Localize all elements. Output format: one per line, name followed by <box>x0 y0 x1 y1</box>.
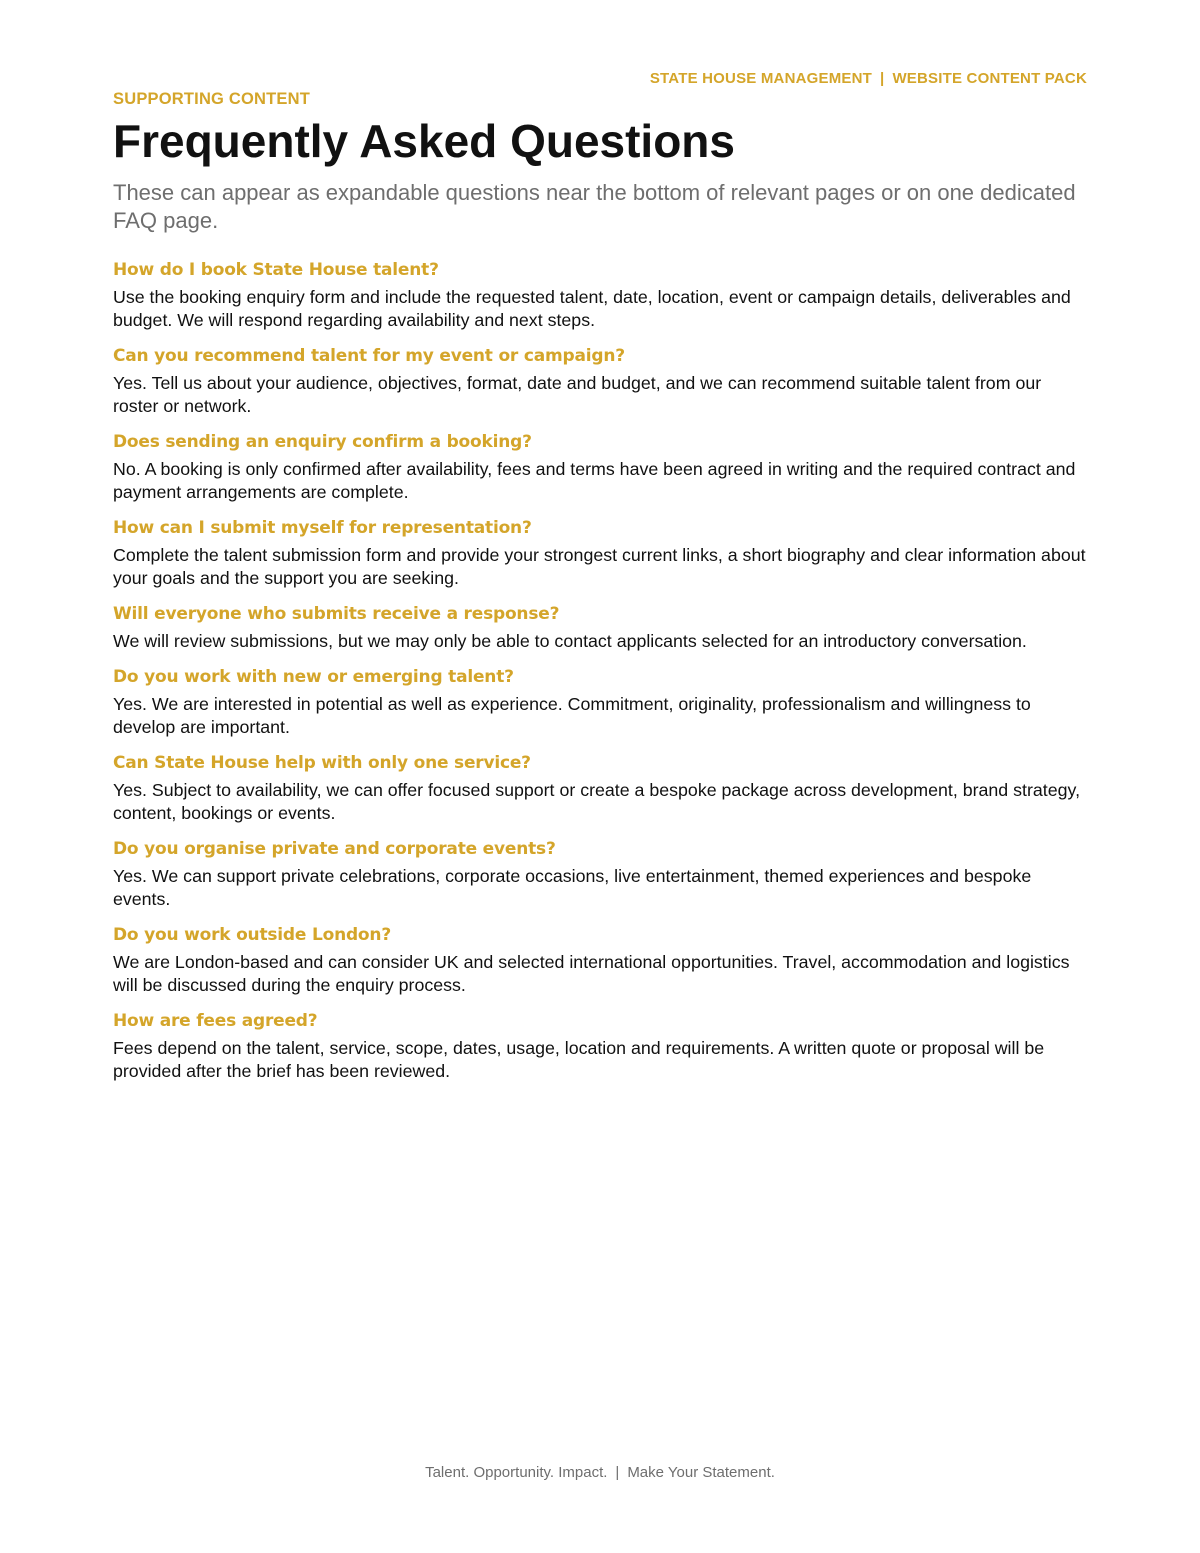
faq-item <box>113 517 1088 590</box>
faq-answer: Yes. We are interested in potential as well as experience. Commitment, originality, professionalism and willingness to develop are important. <box>113 694 1031 737</box>
faq-item <box>113 666 1088 739</box>
faq-question: How do I book State House talent? <box>113 260 439 280</box>
header-doc: WEBSITE CONTENT PACK <box>892 70 1087 87</box>
faq-answer: We are London-based and can consider UK and selected international opportunities. Travel, accommodation and logistics will be discussed during the enquiry process. <box>113 952 1070 995</box>
faq-list <box>113 259 1088 1083</box>
faq-question: Will everyone who submits receive a response? <box>113 604 560 624</box>
faq-answer: Yes. Subject to availability, we can offer focused support or create a bespoke package across development, brand strategy, content, bookings or events. <box>113 780 1081 823</box>
header-org: STATE HOUSE MANAGEMENT <box>649 70 873 87</box>
header-separator: | <box>880 70 885 87</box>
faq-answer: Complete the talent submission form and provide your strongest current links, a short biography and clear information about your goals and the support you are seeking. <box>113 545 1086 588</box>
faq-answer: No. A booking is only confirmed after availability, fees and terms have been agreed in writing and the required contract and payment arrangements are complete. <box>113 459 1076 502</box>
running-header <box>650 70 1087 87</box>
faq-answer: Yes. Tell us about your audience, objectives, format, date and budget, and we can recommend suitable talent from our roster or network. <box>113 373 1042 416</box>
faq-item <box>113 838 1088 911</box>
faq-item <box>113 603 1088 653</box>
page-title: Frequently Asked Questions <box>113 115 735 167</box>
faq-item <box>113 924 1088 997</box>
footer-separator: | <box>615 1464 620 1481</box>
faq-question: Can State House help with only one service? <box>113 753 531 773</box>
faq-question: Do you work with new or emerging talent? <box>113 667 514 687</box>
footer-slogan: Make Your Statement. <box>627 1464 775 1481</box>
footer-tagline: Talent. Opportunity. Impact. <box>425 1464 608 1481</box>
faq-question: Does sending an enquiry confirm a booking? <box>113 432 532 452</box>
faq-question: Can you recommend talent for my event or campaign? <box>113 346 625 366</box>
faq-item <box>113 752 1088 825</box>
faq-answer: Yes. We can support private celebrations, corporate occasions, live entertainment, themed experiences and bespoke events. <box>113 866 1032 909</box>
faq-answer: Use the booking enquiry form and include the requested talent, date, location, event or campaign details, deliverables and budget. We will respond regarding availability and next steps. <box>113 287 1071 330</box>
faq-answer: Fees depend on the talent, service, scope, dates, usage, location and requirements. A written quote or proposal will be provided after the brief has been reviewed. <box>113 1038 1045 1081</box>
faq-question: How can I submit myself for representation? <box>113 518 532 538</box>
faq-item <box>113 259 1088 332</box>
faq-question: Do you organise private and corporate events? <box>113 839 556 859</box>
faq-item <box>113 1010 1088 1083</box>
main-content <box>113 89 1088 1096</box>
faq-question: How are fees agreed? <box>113 1011 318 1031</box>
page-footer <box>0 1464 1200 1481</box>
faq-item <box>113 431 1088 504</box>
intro-text: These can appear as expandable questions near the bottom of relevant pages or on one dedicated FAQ page. <box>113 180 1076 233</box>
faq-item <box>113 345 1088 418</box>
section-eyebrow: SUPPORTING CONTENT <box>113 90 311 108</box>
faq-question: Do you work outside London? <box>113 925 391 945</box>
faq-answer: We will review submissions, but we may only be able to contact applicants selected for an introductory conversation. <box>113 631 1027 651</box>
